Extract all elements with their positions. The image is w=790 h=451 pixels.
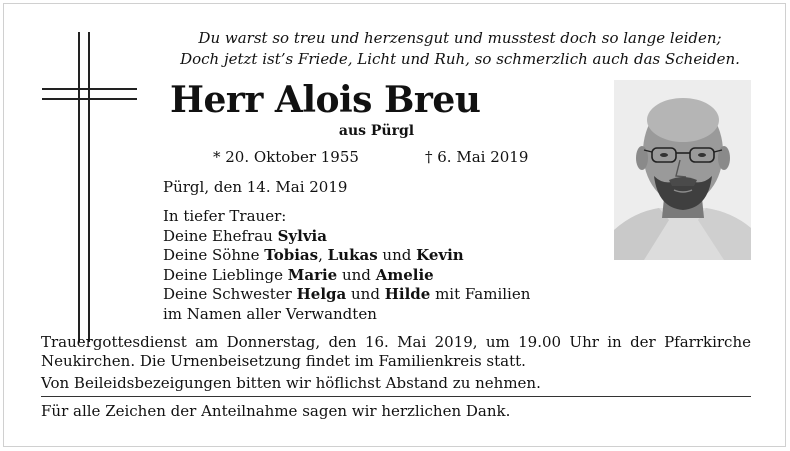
- mourner-sisters: Deine Schwester Helga und Hilde mit Familien: [163, 285, 531, 303]
- mourners-list: [163, 207, 530, 324]
- deceased-origin: aus Pürgl: [338, 123, 415, 139]
- place-and-date: Pürgl, den 14. Mai 2019: [163, 178, 348, 196]
- mourners-intro: In tiefer Trauer:: [163, 207, 287, 225]
- memorial-poem: [170, 28, 750, 70]
- cross-icon: [42, 32, 137, 342]
- portrait-photo: [614, 80, 751, 260]
- service-announcement: [41, 333, 751, 371]
- divider: [41, 396, 751, 397]
- service-line-1: Trauergottesdienst am Donnerstag, den 16. Mai 2019, um 19.00 Uhr in der Pfarrkirche: [41, 333, 751, 351]
- poem-line-2: Doch jetzt ist’s Friede, Licht und Ruh, so schmerzlich auch das Scheiden.: [180, 50, 740, 68]
- mourner-relatives: im Namen aller Verwandten: [163, 304, 377, 323]
- death-date: † 6. Mai 2019: [425, 148, 529, 166]
- deceased-name: Herr Alois Breu: [170, 79, 481, 121]
- mourner-sons: Deine Söhne Tobias, Lukas und Kevin: [163, 246, 464, 264]
- mourner-darlings: Deine Lieblinge Marie und Amelie: [163, 265, 434, 284]
- portrait-image: [614, 80, 751, 260]
- birth-date: * 20. Oktober 1955: [213, 148, 359, 166]
- poem-line-1: Du warst so treu und herzensgut und musstest doch so lange leiden;: [198, 29, 722, 47]
- thanks-line: Für alle Zeichen der Anteilnahme sagen wir herzlichen Dank.: [41, 402, 511, 420]
- service-line-2: Neukirchen. Die Urnenbeisetzung findet im Familienkreis statt.: [41, 352, 526, 370]
- mourner-wife: Deine Ehefrau Sylvia: [163, 226, 327, 245]
- condolence-notice: Von Beileidsbezeigungen bitten wir höflichst Abstand zu nehmen.: [41, 374, 541, 392]
